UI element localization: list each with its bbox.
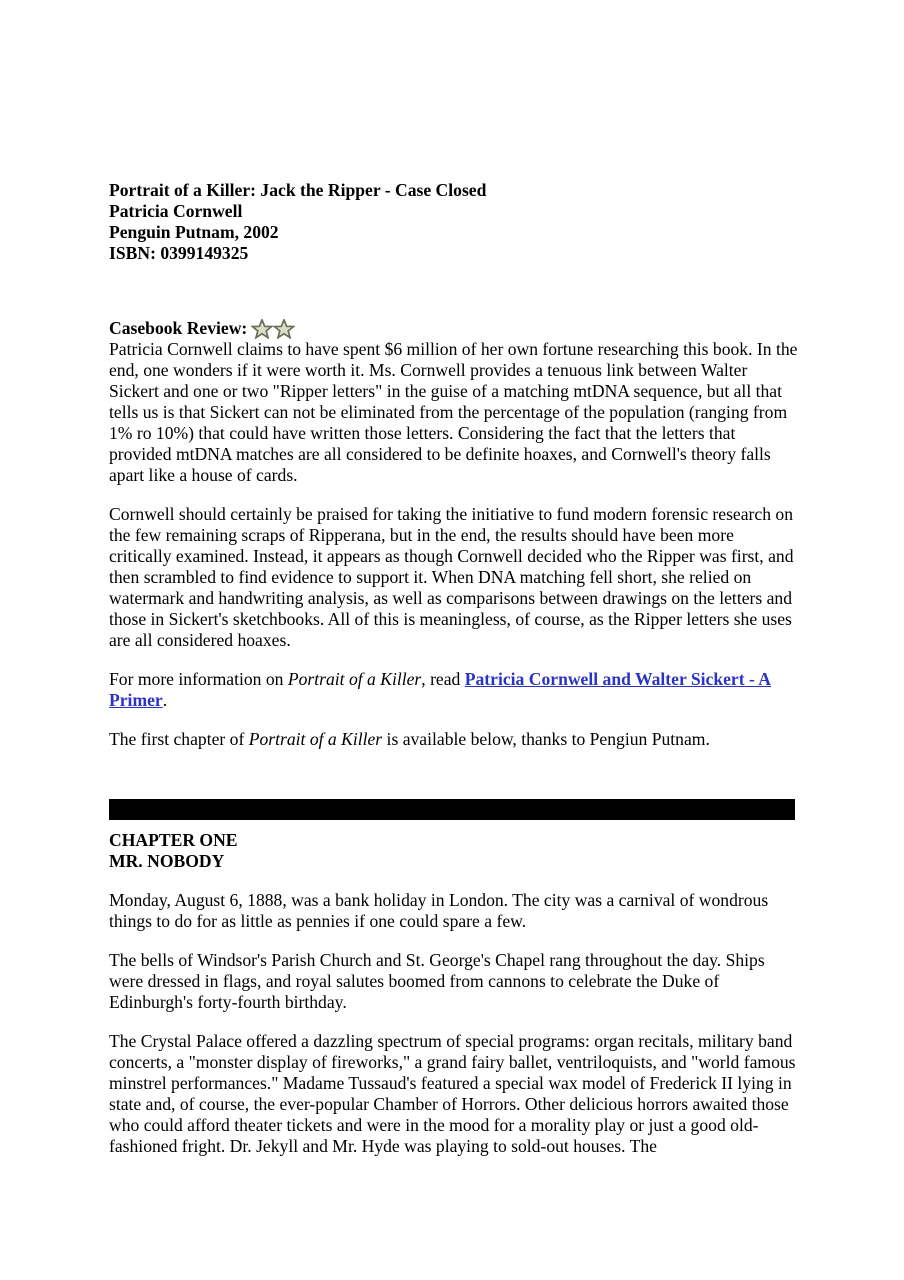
document bbox=[109, 180, 799, 1175]
book-author: Patricia Cornwell bbox=[109, 201, 243, 221]
chapter-paragraph: The Crystal Palace offered a dazzling spectrum of special programs: organ recitals, military band concerts, a "monster display of fireworks," a grand fairy ballet, ventriloquists, and "world famous minstrel performances." Madame Tussaud's featured a special wax model of Frederick II lying in state and, of course, the ever-popular Chamber of Horrors. Other delicious horrors awaited those who could afford theater tickets and were in the mood for a morality play or just a good old-fashioned fright. Dr. Jekyll and Mr. Hyde was playing to sold-out houses. The bbox=[109, 1031, 796, 1156]
chapter-number: CHAPTER ONE bbox=[109, 830, 238, 850]
more-info-middle: , read bbox=[421, 669, 465, 689]
review-paragraph: Patricia Cornwell claims to have spent $6 million of her own fortune researching this book. In the end, one wonders if it were worth it. Ms. Cornwell provides a tenuous link between Walter Sickert and one or two "Ripper letters" in the guise of a matching mtDNA sequence, but all that tells us is that Sickert can not be eliminated from the percentage of the population (ranging from 1% ro 10%) that could have written those letters. Considering the fact that the letters that provided mtDNA matches are all considered to be definite hoaxes, and Cornwell's theory falls apart like a house of cards. bbox=[109, 339, 798, 485]
book-publisher: Penguin Putnam, 2002 bbox=[109, 222, 279, 242]
first-chapter-suffix: is available below, thanks to Pengiun Putnam. bbox=[382, 729, 710, 749]
star-icon bbox=[273, 319, 295, 339]
book-isbn: ISBN: 0399149325 bbox=[109, 243, 249, 263]
star-icon bbox=[251, 319, 273, 339]
chapter-paragraph: Monday, August 6, 1888, was a bank holiday in London. The city was a carnival of wondrous things to do for as little as pennies if one could spare a few. bbox=[109, 890, 769, 931]
review-label: Casebook Review: bbox=[109, 318, 248, 338]
book-header bbox=[109, 180, 799, 264]
primer-link[interactable]: Patricia Cornwell and Walter Sickert - A Primer bbox=[109, 669, 771, 710]
first-chapter-note bbox=[109, 729, 799, 750]
first-chapter-book-title: Portrait of a Killer bbox=[248, 729, 383, 749]
review-paragraph: Cornwell should certainly be praised for taking the initiative to fund modern forensic research on the few remaining scraps of Ripperana, but in the end, the results should have been more critically examined. Instead, it appears as though Cornwell decided who the Ripper was first, and then scrambled to find evidence to support it. When DNA matching fell short, she relied on watermark and handwriting analysis, as well as comparisons between drawings on the letters and those in Sickert's sketchbooks. All of this is meaningless, of course, as the Ripper letters she uses are all considered hoaxes. bbox=[109, 504, 794, 650]
more-info-suffix: . bbox=[162, 690, 168, 710]
book-title: Portrait of a Killer: Jack the Ripper - Case Closed bbox=[109, 180, 487, 200]
rating-stars bbox=[251, 319, 295, 339]
chapter-paragraph: The bells of Windsor's Parish Church and St. George's Chapel rang throughout the day. Ships were dressed in flags, and royal salutes boomed from cannons to celebrate the Duke of Edinburgh's forty-fourth birthday. bbox=[109, 950, 765, 1012]
more-info-book-title: Portrait of a Killer bbox=[287, 669, 422, 689]
chapter-heading bbox=[109, 830, 799, 872]
review-heading bbox=[109, 313, 799, 339]
first-chapter-prefix: The first chapter of bbox=[109, 729, 249, 749]
more-info-paragraph bbox=[109, 669, 799, 711]
chapter-title: MR. NOBODY bbox=[109, 851, 225, 871]
section-divider bbox=[109, 799, 795, 820]
more-info-prefix: For more information on bbox=[109, 669, 288, 689]
